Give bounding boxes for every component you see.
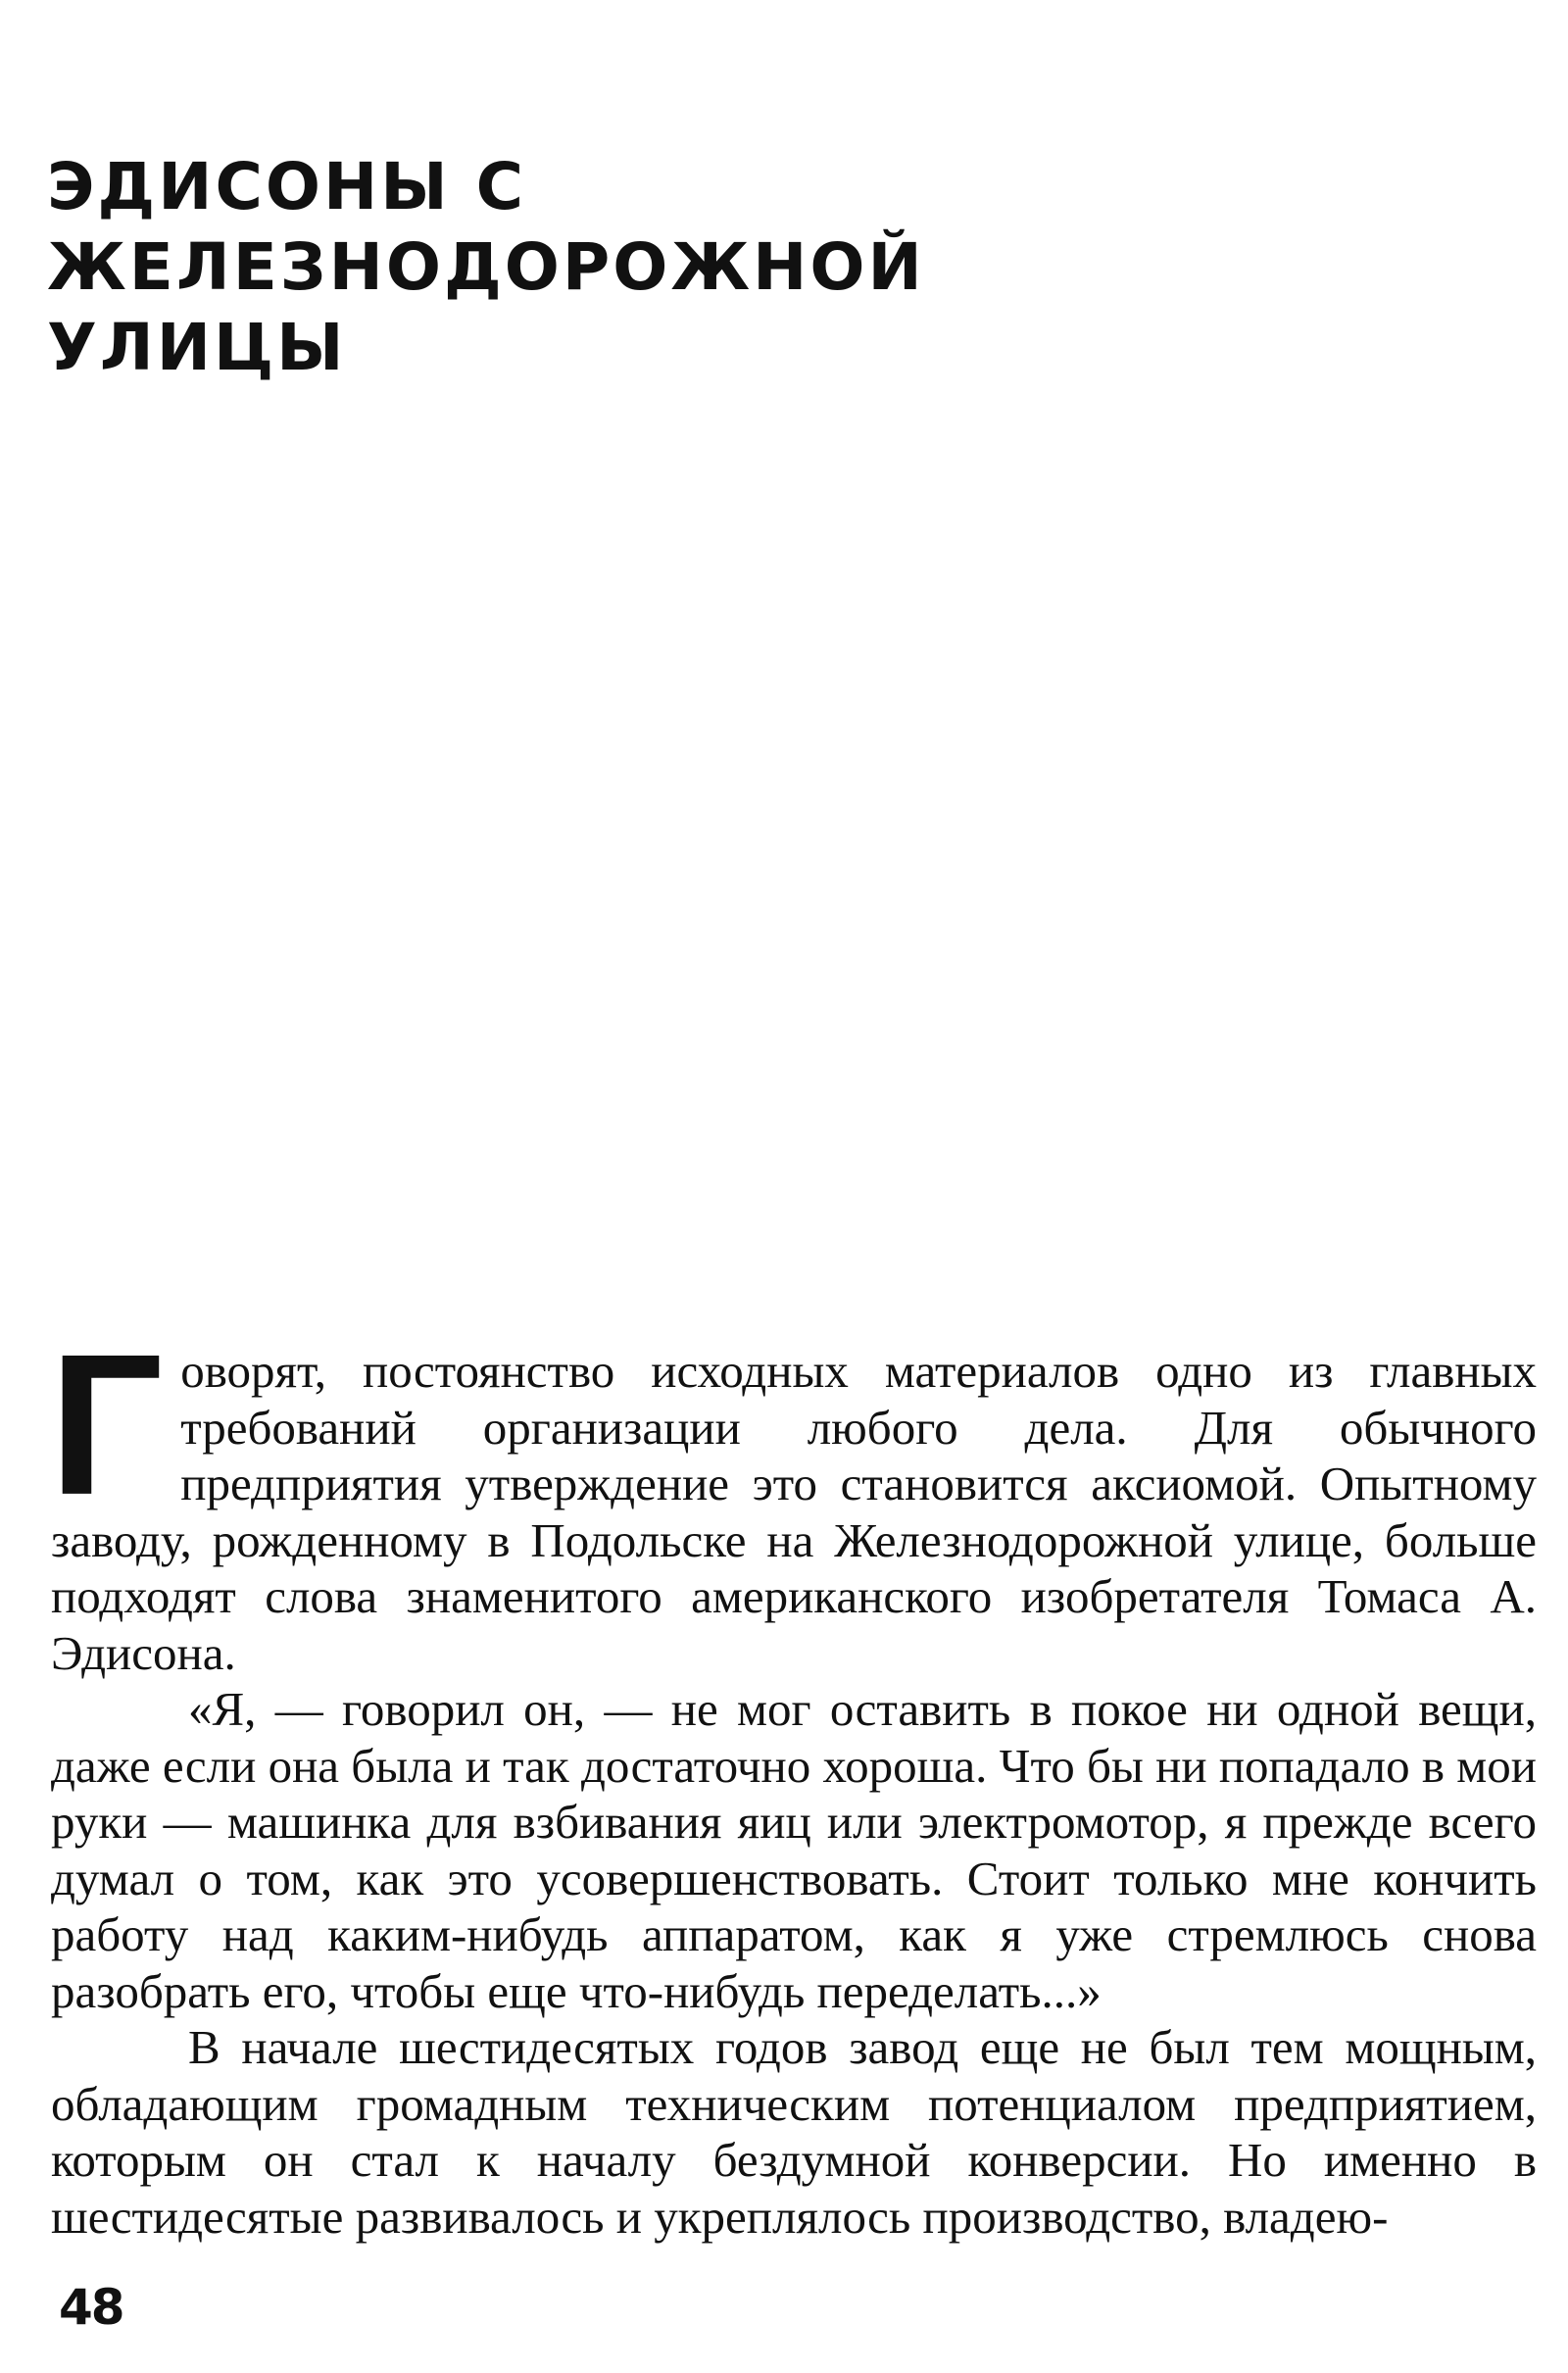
body-text [49, 1312, 1537, 2245]
drop-cap: Г [49, 1312, 164, 1537]
paragraph-1 [49, 1312, 1537, 1681]
paragraph-1-text: оворят, постоянство исходных материалов одно из главных требований организации любого дела. Для обычного предприятия утверждение это становится аксиомой. Опытному заводу, рожденному в Подольске на Железнодорожной улице, больше подходят слова знаменитого американского изобретателя Томаса А. Эдисона. [51, 1344, 1537, 1680]
chapter-title-line-1: ЭДИСОНЫ С ЖЕЛЕЗНОДОРОЖНОЙ [47, 149, 925, 305]
page-number: 48 [59, 2279, 123, 2336]
chapter-title [47, 147, 1419, 388]
paragraph-2: «Я, — говорил он, — не мог оставить в покое ни одной вещи, даже если она была и так достаточно хороша. Что бы ни попадало в мои руки — машинка для взбивания яиц или электромотор, я прежде всего думал о том, как это усовершенствовать. Стоит только мне кончить работу над каким-нибудь аппаратом, как я уже стремлюсь снова разобрать его, чтобы еще что-нибудь переделать...» [51, 1682, 1537, 2018]
chapter-title-line-2: УЛИЦЫ [47, 310, 347, 385]
paragraph-3: В начале шестидесятых годов завод еще не был тем мощным, обладающим громадным техническим потенциалом предприятием, которым он стал к началу бездумной конверсии. Но именно в шестидесятые развивалось и укреплялось производство, владею- [51, 2020, 1537, 2244]
